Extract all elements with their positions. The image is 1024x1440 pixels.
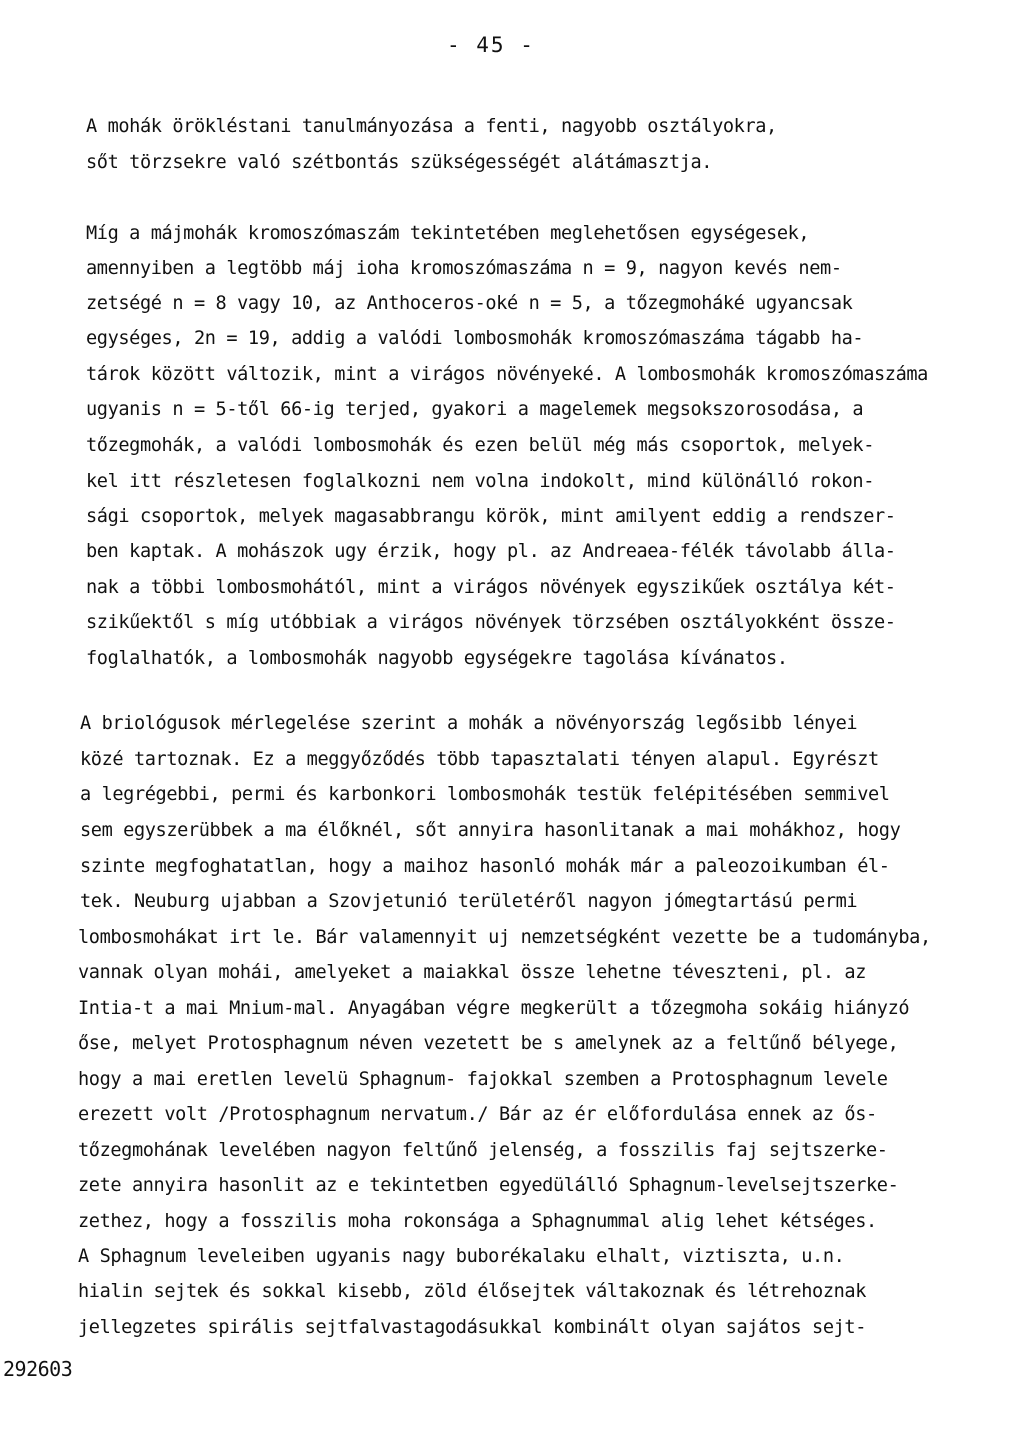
- text-line: lombosmohákat irt le. Bár valamennyit uj nemzetségként vezette be a tudományba,: [78, 927, 931, 948]
- text-line: Míg a májmohák kromoszómaszám tekintetében meglehetősen egységesek,: [86, 223, 810, 244]
- text-line: a legrégebbi, permi és karbonkori lombosmohák testük felépitésében semmivel: [80, 784, 890, 805]
- text-line: vannak olyan mohái, amelyeket a maiakkal össze lehetne téveszteni, pl. az: [78, 962, 866, 983]
- text-line: hialin sejtek és sokkal kisebb, zöld élősejtek váltakoznak és létrehoznak: [78, 1281, 866, 1302]
- page-number: - 45 -: [447, 33, 535, 57]
- text-line: A Sphagnum leveleiben ugyanis nagy buborékalaku elhalt, viztiszta, u.n.: [78, 1246, 845, 1267]
- text-line: zethez, hogy a fosszilis moha rokonsága a Sphagnummal alig lehet kétséges.: [78, 1211, 877, 1232]
- text-line: A mohák örökléstani tanulmányozása a fenti, nagyobb osztályokra,: [86, 116, 777, 137]
- text-line: nak a többi lombosmohától, mint a virágos növények egyszikűek osztálya két-: [86, 577, 896, 598]
- archive-code: 292603: [3, 1357, 73, 1381]
- text-line: szikűektől s míg utóbbiak a virágos növények törzsében osztályokként össze-: [86, 612, 896, 633]
- text-line: tek. Neuburg ujabban a Szovjetunió területéről nagyon jómegtartású permi: [80, 891, 858, 912]
- text-line: szinte megfoghatatlan, hogy a maihoz hasonló mohák már a paleozoikumban él-: [80, 856, 890, 877]
- text-line: zetségé n = 8 vagy 10, az Anthoceros-oké n = 5, a tőzegmoháké ugyancsak: [86, 293, 853, 314]
- text-line: ben kaptak. A mohászok ugy érzik, hogy pl. az Andreaea-félék távolabb álla-: [86, 541, 896, 562]
- text-line: amennyiben a legtöbb máj ioha kromoszómaszáma n = 9, nagyon kevés nem-: [86, 258, 842, 279]
- text-line: Intia-t a mai Mnium-mal. Anyagában végre megkerült a tőzegmoha sokáig hiányzó: [78, 998, 910, 1019]
- text-line: hogy a mai eretlen levelü Sphagnum- fajokkal szemben a Protosphagnum levele: [78, 1069, 888, 1090]
- text-line: sem egyszerübbek a ma élőknél, sőt annyira hasonlitanak a mai mohákhoz, hogy: [80, 820, 901, 841]
- text-line: foglalhatók, a lombosmohák nagyobb egységekre tagolása kívánatos.: [86, 648, 788, 669]
- text-line: erezett volt /Protosphagnum nervatum./ Bár az ér előfordulása ennek az ős-: [78, 1104, 877, 1125]
- text-line: ugyanis n = 5-től 66-ig terjed, gyakori a magelemek megsokszorosodása, a: [86, 399, 864, 420]
- text-line: jellegzetes spirális sejtfalvastagodásukkal kombinált olyan sajátos sejt-: [78, 1317, 866, 1338]
- text-line: tárok között változik, mint a virágos növényeké. A lombosmohák kromoszómaszáma: [86, 364, 928, 385]
- text-line: közé tartoznak. Ez a meggyőződés több tapasztalati tényen alapul. Egyrészt: [80, 749, 879, 770]
- text-line: egységes, 2n = 19, addig a valódi lombosmohák kromoszómaszáma tágabb ha-: [86, 328, 864, 349]
- text-line: sőt törzsekre való szétbontás szükségességét alátámasztja.: [86, 152, 713, 173]
- text-line: tőzegmohának levelében nagyon feltűnő jelenség, a fosszilis faj sejtszerke-: [78, 1140, 888, 1161]
- text-line: sági csoportok, melyek magasabbrangu körök, mint amilyent eddig a rendszer-: [86, 506, 896, 527]
- text-line: zete annyira hasonlit az e tekintetben egyedülálló Sphagnum-levelsejtszerke-: [78, 1175, 899, 1196]
- text-line: kel itt részletesen foglalkozni nem volna indokolt, mind különálló rokon-: [86, 471, 874, 492]
- text-line: őse, melyet Protosphagnum néven vezetett be s amelynek az a feltűnő bélyege,: [78, 1033, 899, 1054]
- text-line: A briológusok mérlegelése szerint a mohák a növényország legősibb lényei: [80, 713, 858, 734]
- text-line: tőzegmohák, a valódi lombosmohák és ezen belül még más csoportok, melyek-: [86, 435, 874, 456]
